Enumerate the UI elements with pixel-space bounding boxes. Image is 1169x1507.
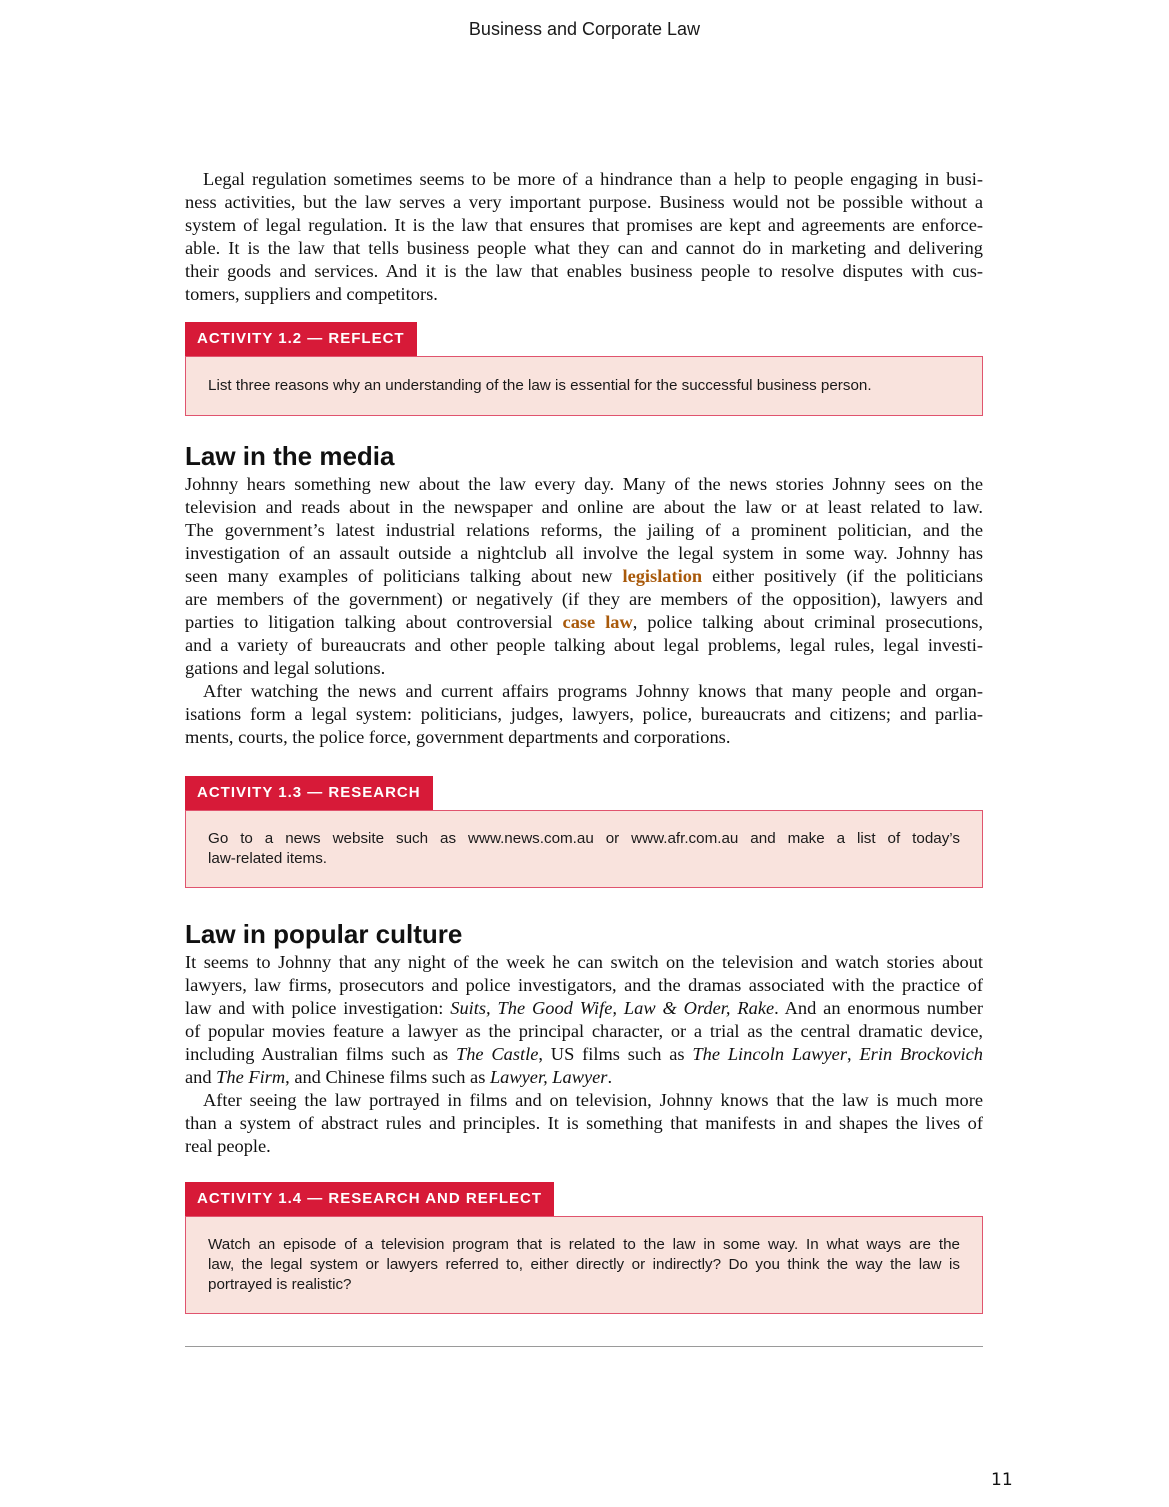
text-line [185,1043,983,1066]
text-run: and a variety of bureaucrats and other people talking about legal problems, legal rules, legal investi- [185,635,983,655]
footer-rule [185,1346,983,1347]
text-run: of popular movies feature a lawyer as the principal character, or a trial as the central dramatic device, [185,1021,983,1041]
text-line [185,542,983,565]
text-run: ments, courts, the police force, government departments and corporations. [185,727,731,747]
text-run: are members of the government) or negatively (if they are members of the opposition), lawyers and [185,589,983,609]
text-run: investigation of an assault outside a nightclub all involve the legal system in some way. Johnny has [185,543,983,563]
section-heading: Law in popular culture [185,919,463,949]
text-line [185,237,983,260]
text-run: either positively (if the politicians [702,566,983,586]
activity-text-line: portrayed is realistic? [208,1276,352,1293]
text-run: isations form a legal system: politicians, judges, lawyers, police, bureaucrats and citizens; and parlia- [185,704,983,724]
text-run: ness activities, but the law serves a very important purpose. Business would not be possible without a [185,192,983,212]
text-line [185,519,983,542]
activity-text-line: Go to a news website such as www.news.com.au or www.afr.com.au and make a list of today’s [208,830,960,847]
text-run: law and with police investigation: [185,998,451,1018]
text-run: parties to litigation talking about controversial [185,612,563,632]
text-line [185,1089,983,1112]
key-term: legislation [622,566,703,586]
text-line [185,611,983,634]
activity-text-line: Watch an episode of a television program that is related to the law in some way. In what ways are the [208,1236,960,1253]
section-law-in-the-media [185,439,983,749]
text-run: , US films such as [538,1044,693,1064]
text-line [185,588,983,611]
text-run: . [607,1067,613,1087]
text-run: television and reads about in the newspaper and online are about the law or at least related to law. [185,497,983,517]
text-run: including Australian films such as [185,1044,456,1064]
activity-box [185,1216,983,1314]
text-line [185,680,983,703]
text-line [185,657,983,680]
text-line [185,191,983,214]
text-run: It seems to Johnny that any night of the week he can switch on the television and watch stories about [185,952,983,972]
paragraph [185,680,983,749]
text-line [185,997,983,1020]
text-line [185,214,983,237]
text-run: than a system of abstract rules and principles. It is something that manifests in and shapes the lives of [185,1113,983,1133]
activity-box [185,810,983,888]
section-body [185,951,983,1158]
text-run: The government’s latest industrial relations reforms, the jailing of a prominent politician, and the [185,520,983,540]
key-term: case law [562,612,633,632]
paragraph [185,951,983,1089]
text-line [185,1135,983,1158]
section-body [185,473,983,749]
text-run: gations and legal solutions. [185,658,386,678]
text-line [185,283,983,306]
text-run: , police talking about criminal prosecutions, [632,612,983,632]
text-line [185,260,983,283]
italic-title: Erin Brockovich [859,1044,984,1064]
activity-text-line: List three reasons why an understanding of the law is essential for the successful business person. [208,377,872,394]
paragraph [185,1089,983,1158]
text-run: and [185,1067,217,1087]
text-line [185,565,983,588]
text-run: system of legal regulation. It is the law that ensures that promises are kept and agreements are enforce- [185,215,983,235]
text-run: , [847,1044,860,1064]
text-line [185,951,983,974]
text-line [185,703,983,726]
activity-label: ACTIVITY 1.3 — RESEARCH [185,776,433,810]
italic-title: The Firm [216,1067,286,1087]
text-run: After seeing the law portrayed in films and on television, Johnny knows that the law is much more [203,1090,983,1110]
text-run: . And an enormous number [774,998,983,1018]
activity-label: ACTIVITY 1.2 — REFLECT [185,322,417,356]
activity-label: ACTIVITY 1.4 — RESEARCH AND REFLECT [185,1182,554,1216]
activity-1-3 [185,776,983,888]
text-run: seen many examples of politicians talking about new [185,566,623,586]
section-heading: Law in the media [185,441,395,471]
activity-text-line: law-related items. [208,850,328,867]
text-line [185,1020,983,1043]
text-run: Johnny hears something new about the law every day. Many of the news stories Johnny sees on the [185,474,983,494]
italic-title: The Lincoln Lawyer [692,1044,848,1064]
italic-title: Lawyer, Lawyer [489,1067,608,1087]
text-line [185,634,983,657]
activity-text-line: law, the legal system or lawyers referred to, either directly or indirectly? Do you think the way the law is [208,1256,960,1273]
text-run: their goods and services. And it is the law that enables business people to resolve disputes with cus- [185,261,983,281]
text-line [185,974,983,997]
activity-1-4 [185,1182,983,1314]
text-run: able. It is the law that tells business people what they can and cannot do in marketing and delivering [185,238,983,258]
paragraph [185,473,983,680]
section-law-in-popular-culture [185,917,983,1158]
text-line [185,1066,983,1089]
page-number: 11 [991,1470,1013,1490]
text-line [185,726,983,749]
text-run: After watching the news and current affairs programs Johnny knows that many people and organ- [203,681,983,701]
text-line [185,496,983,519]
text-run: Legal regulation sometimes seems to be more of a hindrance than a help to people engaging in busi- [203,169,983,189]
italic-title: The Castle [455,1044,539,1064]
text-run: real people. [185,1136,271,1156]
running-header-title: Business and Corporate Law [468,19,701,39]
text-run: tomers, suppliers and competitors. [185,284,438,304]
activity-box [185,356,983,416]
activity-1-2 [185,322,983,416]
text-line [185,1112,983,1135]
italic-title: Suits, The Good Wife, Law & Order, Rake [450,998,775,1018]
intro-paragraph [185,168,983,306]
text-line [185,473,983,496]
text-line [185,168,983,191]
text-run: , and Chinese films such as [285,1067,490,1087]
text-run: lawyers, law firms, prosecutors and police investigators, and the dramas associated with the practice of [185,975,983,995]
